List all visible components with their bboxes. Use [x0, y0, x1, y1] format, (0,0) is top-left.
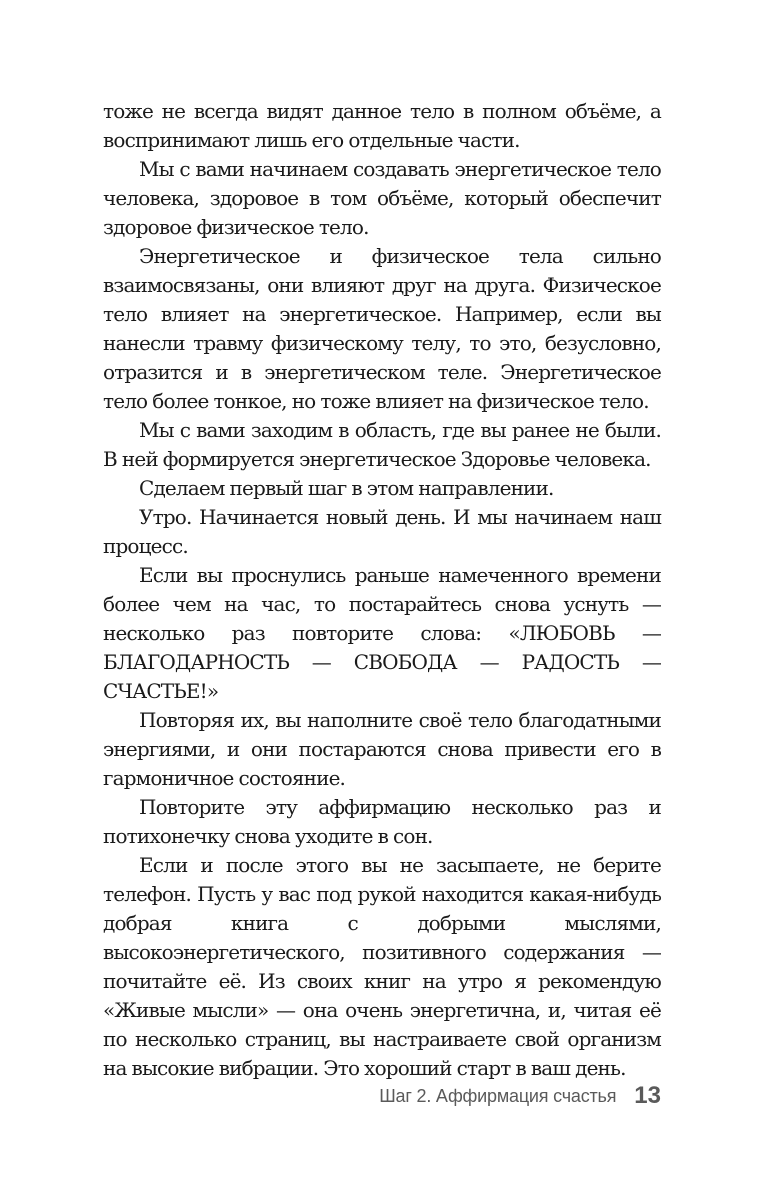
paragraph: Если и после этого вы не засыпаете, не берите телефон. Пусть у вас под рукой находится какая-нибудь добрая книга с добрыми мыслями, высокоэнергетического, позитивного содержания — почитайте её. Из своих книг на утро я рекомендую «Живые мысли» — она очень энергетична, и, читая её по несколько страниц, вы настраиваете свой организм на высокие вибрации. Это хороший старт в ваш день.	[103, 853, 661, 1080]
paragraph: Мы с вами заходим в область, где вы ранее не были. В ней формируется энергетическое Здоровье человека.	[103, 418, 661, 471]
paragraph: Повторяя их, вы наполните своё тело благодатными энергиями, и они постараются снова привести его в гармоничное состояние.	[103, 708, 661, 790]
paragraph: Повторите эту аффирмацию несколько раз и потихонечку снова уходите в сон.	[103, 795, 661, 848]
page-footer	[300, 1078, 661, 1114]
paragraph: Сделаем первый шаг в этом направлении.	[139, 476, 554, 500]
paragraph: Утро. Начинается новый день. И мы начинаем наш процесс.	[103, 505, 661, 558]
paragraph: Мы с вами начинаем создавать энергетическое тело человека, здоровое в том объёме, который обеспечит здоровое физическое тело.	[103, 157, 661, 239]
body-text	[103, 97, 661, 1083]
page-number: 13	[634, 1082, 661, 1109]
paragraph: Если вы проснулись раньше намеченного времени более чем на час, то постарайтесь снова уснуть — несколько раз повторите слова: «ЛЮБОВЬ — БЛАГОДАРНОСТЬ — СВОБОДА — РАДОСТЬ — СЧАСТЬЕ!»	[103, 563, 661, 703]
paragraph-continued: тоже не всегда видят данное тело в полном объёме, а воспринимают лишь его отдельные части.	[103, 99, 661, 152]
running-title: Шаг 2. Аффирмация счастья	[379, 1085, 617, 1106]
paragraph: Энергетическое и физическое тела сильно взаимосвязаны, они влияют друг на друга. Физическое тело влияет на энергетическое. Например, если вы нанесли травму физическому телу, то это, безусловно, отразится и в энергетическом теле. Энергетическое тело более тонкое, но тоже влияет на физическое тело.	[103, 244, 661, 413]
